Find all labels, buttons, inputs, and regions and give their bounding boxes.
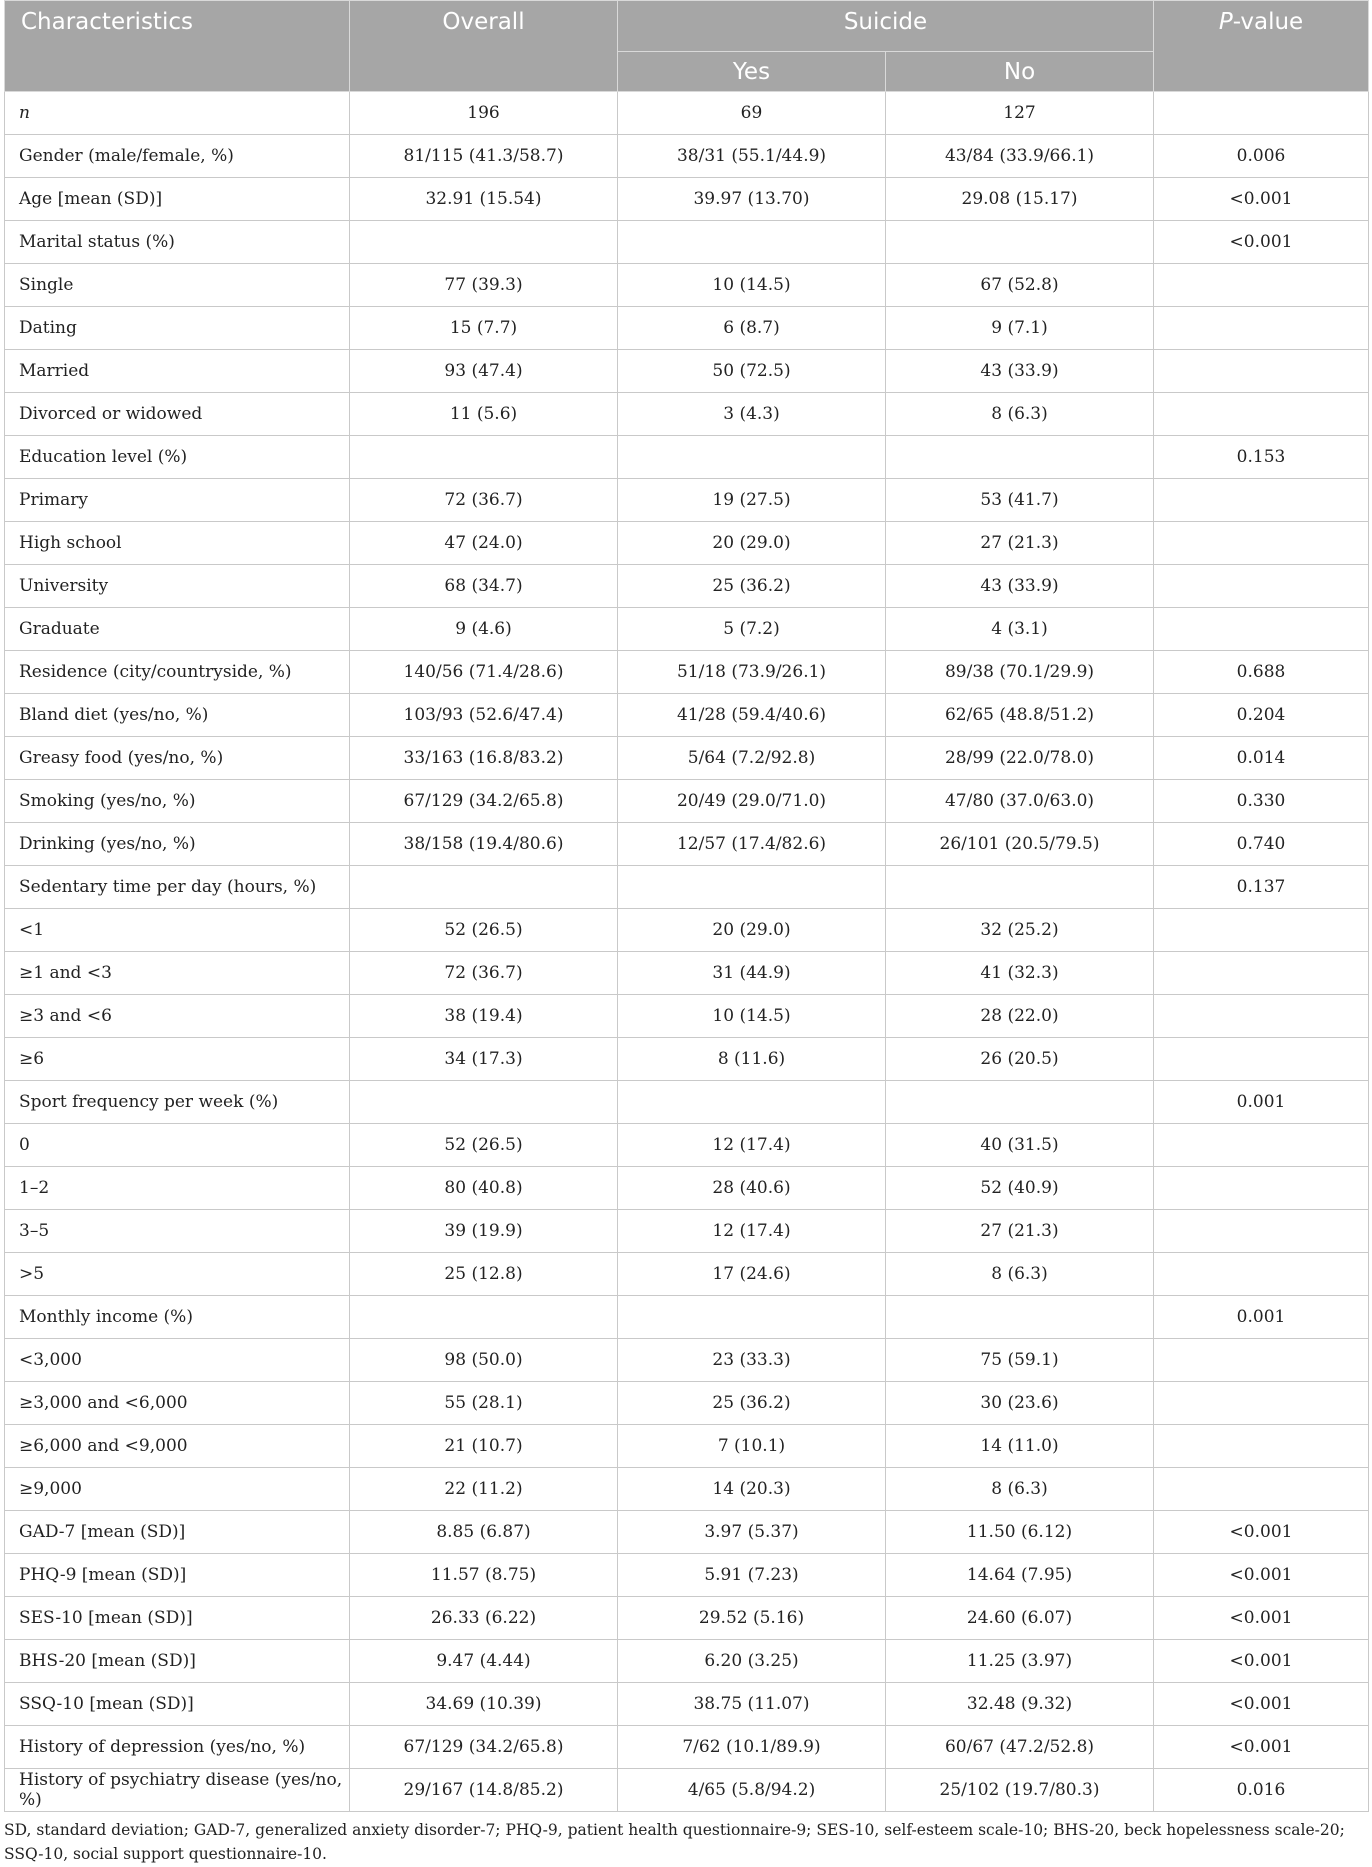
cell-suicide-yes: 39.97 (13.70) xyxy=(618,178,886,221)
cell-suicide-no: 11.25 (3.97) xyxy=(886,1640,1154,1683)
cell-suicide-no: 28/99 (22.0/78.0) xyxy=(886,737,1154,780)
cell-p-value: 0.006 xyxy=(1154,135,1369,178)
table-row xyxy=(5,565,1369,608)
cell-suicide-yes: 25 (36.2) xyxy=(618,565,886,608)
cell-p-value xyxy=(1154,1210,1369,1253)
cell-characteristic: Dating xyxy=(5,307,350,350)
cell-characteristic: History of depression (yes/no, %) xyxy=(5,1726,350,1769)
cell-suicide-yes: 29.52 (5.16) xyxy=(618,1597,886,1640)
cell-overall: 140/56 (71.4/28.6) xyxy=(350,651,618,694)
table-row xyxy=(5,1468,1369,1511)
cell-suicide-no: 14.64 (7.95) xyxy=(886,1554,1154,1597)
cell-suicide-yes: 14 (20.3) xyxy=(618,1468,886,1511)
cell-p-value xyxy=(1154,307,1369,350)
header-suicide-yes: Yes xyxy=(618,52,886,92)
cell-suicide-yes: 31 (44.9) xyxy=(618,952,886,995)
cell-p-value xyxy=(1154,1382,1369,1425)
cell-overall xyxy=(350,1081,618,1124)
cell-overall: 67/129 (34.2/65.8) xyxy=(350,1726,618,1769)
cell-characteristic: Sedentary time per day (hours, %) xyxy=(5,866,350,909)
cell-characteristic: History of psychiatry disease (yes/no, %) xyxy=(5,1769,350,1812)
cell-characteristic: Graduate xyxy=(5,608,350,651)
cell-characteristic: Sport frequency per week (%) xyxy=(5,1081,350,1124)
cell-characteristic: 0 xyxy=(5,1124,350,1167)
cell-suicide-yes: 12 (17.4) xyxy=(618,1124,886,1167)
cell-p-value: <0.001 xyxy=(1154,1683,1369,1726)
cell-p-value xyxy=(1154,479,1369,522)
cell-p-value xyxy=(1154,909,1369,952)
table-row xyxy=(5,264,1369,307)
cell-overall xyxy=(350,866,618,909)
cell-suicide-no xyxy=(886,436,1154,479)
cell-characteristic: SES-10 [mean (SD)] xyxy=(5,1597,350,1640)
cell-characteristic: ≥1 and <3 xyxy=(5,952,350,995)
cell-characteristic: Smoking (yes/no, %) xyxy=(5,780,350,823)
cell-p-value: <0.001 xyxy=(1154,221,1369,264)
table-row xyxy=(5,737,1369,780)
cell-characteristic: High school xyxy=(5,522,350,565)
table-row xyxy=(5,1081,1369,1124)
table-row xyxy=(5,350,1369,393)
cell-suicide-yes: 17 (24.6) xyxy=(618,1253,886,1296)
cell-characteristic: Education level (%) xyxy=(5,436,350,479)
cell-characteristic: Greasy food (yes/no, %) xyxy=(5,737,350,780)
table-row xyxy=(5,1124,1369,1167)
cell-suicide-yes: 20 (29.0) xyxy=(618,909,886,952)
table-row xyxy=(5,1683,1369,1726)
characteristics-table xyxy=(4,0,1369,1812)
cell-overall: 52 (26.5) xyxy=(350,1124,618,1167)
cell-characteristic: 1–2 xyxy=(5,1167,350,1210)
cell-suicide-no: 127 xyxy=(886,92,1154,135)
cell-p-value xyxy=(1154,995,1369,1038)
header-p-italic: P xyxy=(1218,9,1233,35)
table-row xyxy=(5,1769,1369,1812)
cell-overall: 34.69 (10.39) xyxy=(350,1683,618,1726)
header-p-value xyxy=(1154,1,1369,92)
cell-overall: 26.33 (6.22) xyxy=(350,1597,618,1640)
cell-p-value xyxy=(1154,608,1369,651)
table-row xyxy=(5,135,1369,178)
cell-suicide-yes: 5 (7.2) xyxy=(618,608,886,651)
cell-suicide-no: 8 (6.3) xyxy=(886,1468,1154,1511)
cell-overall: 11 (5.6) xyxy=(350,393,618,436)
table-row xyxy=(5,1210,1369,1253)
cell-suicide-yes xyxy=(618,1296,886,1339)
cell-characteristic: University xyxy=(5,565,350,608)
cell-overall: 80 (40.8) xyxy=(350,1167,618,1210)
cell-overall xyxy=(350,221,618,264)
cell-characteristic: ≥6,000 and <9,000 xyxy=(5,1425,350,1468)
table-row xyxy=(5,608,1369,651)
header-p-rest: -value xyxy=(1232,9,1304,35)
cell-suicide-yes: 25 (36.2) xyxy=(618,1382,886,1425)
cell-overall: 81/115 (41.3/58.7) xyxy=(350,135,618,178)
cell-suicide-yes: 20/49 (29.0/71.0) xyxy=(618,780,886,823)
cell-suicide-yes xyxy=(618,436,886,479)
cell-suicide-no: 9 (7.1) xyxy=(886,307,1154,350)
cell-characteristic: n xyxy=(5,92,350,135)
cell-characteristic: PHQ-9 [mean (SD)] xyxy=(5,1554,350,1597)
cell-suicide-yes: 3.97 (5.37) xyxy=(618,1511,886,1554)
cell-suicide-no: 8 (6.3) xyxy=(886,393,1154,436)
cell-suicide-yes: 12 (17.4) xyxy=(618,1210,886,1253)
table-row xyxy=(5,1597,1369,1640)
table-row xyxy=(5,1382,1369,1425)
cell-overall: 52 (26.5) xyxy=(350,909,618,952)
cell-overall: 47 (24.0) xyxy=(350,522,618,565)
cell-suicide-no: 67 (52.8) xyxy=(886,264,1154,307)
table-row xyxy=(5,1640,1369,1683)
cell-suicide-no xyxy=(886,221,1154,264)
cell-characteristic: Bland diet (yes/no, %) xyxy=(5,694,350,737)
table-row xyxy=(5,651,1369,694)
cell-characteristic: 3–5 xyxy=(5,1210,350,1253)
cell-overall: 15 (7.7) xyxy=(350,307,618,350)
table-row xyxy=(5,909,1369,952)
cell-suicide-no: 11.50 (6.12) xyxy=(886,1511,1154,1554)
cell-characteristic: ≥3 and <6 xyxy=(5,995,350,1038)
cell-suicide-yes: 5/64 (7.2/92.8) xyxy=(618,737,886,780)
cell-suicide-no xyxy=(886,1081,1154,1124)
table-document xyxy=(4,0,1368,1866)
cell-characteristic: Age [mean (SD)] xyxy=(5,178,350,221)
cell-suicide-no: 32 (25.2) xyxy=(886,909,1154,952)
cell-characteristic: Drinking (yes/no, %) xyxy=(5,823,350,866)
table-header xyxy=(5,1,1369,92)
cell-suicide-no: 41 (32.3) xyxy=(886,952,1154,995)
table-footnote: SD, standard deviation; GAD-7, generalized anxiety disorder-7; PHQ-9, patient health questionnaire-9; SES-10, self-esteem scale-10; BHS-20, beck hopelessness scale-20; SSQ-10, social support questionnaire-10. xyxy=(4,1821,1345,1863)
cell-overall: 25 (12.8) xyxy=(350,1253,618,1296)
cell-suicide-no: 52 (40.9) xyxy=(886,1167,1154,1210)
cell-overall: 33/163 (16.8/83.2) xyxy=(350,737,618,780)
cell-suicide-yes: 3 (4.3) xyxy=(618,393,886,436)
cell-p-value: <0.001 xyxy=(1154,1511,1369,1554)
cell-characteristic: Primary xyxy=(5,479,350,522)
cell-overall: 9.47 (4.44) xyxy=(350,1640,618,1683)
cell-p-value: 0.014 xyxy=(1154,737,1369,780)
cell-suicide-no: 30 (23.6) xyxy=(886,1382,1154,1425)
cell-p-value xyxy=(1154,264,1369,307)
cell-characteristic: Monthly income (%) xyxy=(5,1296,350,1339)
cell-p-value: <0.001 xyxy=(1154,178,1369,221)
table-row xyxy=(5,866,1369,909)
cell-p-value: 0.330 xyxy=(1154,780,1369,823)
cell-overall: 38/158 (19.4/80.6) xyxy=(350,823,618,866)
cell-p-value: 0.740 xyxy=(1154,823,1369,866)
cell-p-value xyxy=(1154,92,1369,135)
cell-p-value xyxy=(1154,1038,1369,1081)
table-row xyxy=(5,823,1369,866)
header-suicide-no: No xyxy=(886,52,1154,92)
table-row xyxy=(5,780,1369,823)
cell-overall: 68 (34.7) xyxy=(350,565,618,608)
table-row xyxy=(5,436,1369,479)
cell-overall: 77 (39.3) xyxy=(350,264,618,307)
header-suicide: Suicide xyxy=(618,1,1154,52)
cell-suicide-yes: 6 (8.7) xyxy=(618,307,886,350)
table-row xyxy=(5,1167,1369,1210)
cell-suicide-yes xyxy=(618,1081,886,1124)
cell-suicide-yes: 4/65 (5.8/94.2) xyxy=(618,1769,886,1812)
cell-overall: 32.91 (15.54) xyxy=(350,178,618,221)
cell-p-value: <0.001 xyxy=(1154,1640,1369,1683)
table-row xyxy=(5,1296,1369,1339)
cell-overall: 39 (19.9) xyxy=(350,1210,618,1253)
cell-p-value: <0.001 xyxy=(1154,1726,1369,1769)
table-row xyxy=(5,1554,1369,1597)
cell-characteristic: Residence (city/countryside, %) xyxy=(5,651,350,694)
cell-p-value xyxy=(1154,1167,1369,1210)
table-row xyxy=(5,221,1369,264)
cell-suicide-no: 27 (21.3) xyxy=(886,522,1154,565)
cell-p-value: <0.001 xyxy=(1154,1554,1369,1597)
cell-p-value xyxy=(1154,393,1369,436)
table-row xyxy=(5,995,1369,1038)
cell-p-value xyxy=(1154,1253,1369,1296)
cell-suicide-no: 53 (41.7) xyxy=(886,479,1154,522)
cell-suicide-no: 26 (20.5) xyxy=(886,1038,1154,1081)
cell-p-value xyxy=(1154,1425,1369,1468)
cell-characteristic: <3,000 xyxy=(5,1339,350,1382)
cell-overall: 21 (10.7) xyxy=(350,1425,618,1468)
cell-overall: 72 (36.7) xyxy=(350,952,618,995)
table-row xyxy=(5,952,1369,995)
cell-suicide-yes: 20 (29.0) xyxy=(618,522,886,565)
cell-p-value: 0.153 xyxy=(1154,436,1369,479)
cell-suicide-no: 8 (6.3) xyxy=(886,1253,1154,1296)
cell-suicide-yes: 8 (11.6) xyxy=(618,1038,886,1081)
header-overall: Overall xyxy=(350,1,618,92)
cell-p-value: <0.001 xyxy=(1154,1597,1369,1640)
cell-suicide-no: 75 (59.1) xyxy=(886,1339,1154,1382)
cell-suicide-yes: 51/18 (73.9/26.1) xyxy=(618,651,886,694)
cell-p-value xyxy=(1154,565,1369,608)
cell-suicide-no: 24.60 (6.07) xyxy=(886,1597,1154,1640)
cell-overall: 8.85 (6.87) xyxy=(350,1511,618,1554)
cell-overall: 55 (28.1) xyxy=(350,1382,618,1425)
cell-characteristic: BHS-20 [mean (SD)] xyxy=(5,1640,350,1683)
cell-characteristic: SSQ-10 [mean (SD)] xyxy=(5,1683,350,1726)
cell-suicide-yes: 10 (14.5) xyxy=(618,264,886,307)
cell-suicide-no: 60/67 (47.2/52.8) xyxy=(886,1726,1154,1769)
table-row xyxy=(5,479,1369,522)
table-row xyxy=(5,92,1369,135)
cell-suicide-yes: 19 (27.5) xyxy=(618,479,886,522)
cell-suicide-no: 28 (22.0) xyxy=(886,995,1154,1038)
cell-suicide-yes: 23 (33.3) xyxy=(618,1339,886,1382)
cell-overall: 196 xyxy=(350,92,618,135)
cell-suicide-yes: 7 (10.1) xyxy=(618,1425,886,1468)
cell-p-value: 0.688 xyxy=(1154,651,1369,694)
cell-characteristic: ≥3,000 and <6,000 xyxy=(5,1382,350,1425)
cell-p-value xyxy=(1154,350,1369,393)
cell-suicide-yes xyxy=(618,866,886,909)
cell-suicide-no: 40 (31.5) xyxy=(886,1124,1154,1167)
cell-suicide-no: 26/101 (20.5/79.5) xyxy=(886,823,1154,866)
cell-suicide-no: 43 (33.9) xyxy=(886,350,1154,393)
table-row xyxy=(5,1726,1369,1769)
cell-p-value: 0.001 xyxy=(1154,1296,1369,1339)
cell-suicide-yes: 5.91 (7.23) xyxy=(618,1554,886,1597)
table-row xyxy=(5,393,1369,436)
cell-p-value: 0.001 xyxy=(1154,1081,1369,1124)
cell-suicide-no: 29.08 (15.17) xyxy=(886,178,1154,221)
cell-suicide-yes: 50 (72.5) xyxy=(618,350,886,393)
table-row xyxy=(5,1253,1369,1296)
cell-suicide-no: 25/102 (19.7/80.3) xyxy=(886,1769,1154,1812)
cell-characteristic: Gender (male/female, %) xyxy=(5,135,350,178)
cell-suicide-no xyxy=(886,1296,1154,1339)
table-row xyxy=(5,307,1369,350)
cell-characteristic: Single xyxy=(5,264,350,307)
cell-p-value xyxy=(1154,952,1369,995)
table-row xyxy=(5,178,1369,221)
cell-suicide-no: 27 (21.3) xyxy=(886,1210,1154,1253)
cell-suicide-yes: 7/62 (10.1/89.9) xyxy=(618,1726,886,1769)
cell-suicide-no: 43 (33.9) xyxy=(886,565,1154,608)
cell-characteristic: Marital status (%) xyxy=(5,221,350,264)
cell-suicide-yes: 41/28 (59.4/40.6) xyxy=(618,694,886,737)
cell-overall: 72 (36.7) xyxy=(350,479,618,522)
cell-characteristic: GAD-7 [mean (SD)] xyxy=(5,1511,350,1554)
table-body xyxy=(5,92,1369,1812)
cell-overall: 103/93 (52.6/47.4) xyxy=(350,694,618,737)
cell-suicide-yes: 28 (40.6) xyxy=(618,1167,886,1210)
table-row xyxy=(5,1038,1369,1081)
cell-p-value xyxy=(1154,1124,1369,1167)
cell-overall xyxy=(350,1296,618,1339)
cell-suicide-yes xyxy=(618,221,886,264)
cell-overall: 34 (17.3) xyxy=(350,1038,618,1081)
cell-p-value xyxy=(1154,1339,1369,1382)
cell-p-value xyxy=(1154,522,1369,565)
cell-p-value: 0.137 xyxy=(1154,866,1369,909)
cell-suicide-yes: 10 (14.5) xyxy=(618,995,886,1038)
cell-overall: 38 (19.4) xyxy=(350,995,618,1038)
table-row xyxy=(5,1339,1369,1382)
cell-suicide-no: 32.48 (9.32) xyxy=(886,1683,1154,1726)
cell-suicide-no: 14 (11.0) xyxy=(886,1425,1154,1468)
cell-suicide-no: 43/84 (33.9/66.1) xyxy=(886,135,1154,178)
cell-overall: 9 (4.6) xyxy=(350,608,618,651)
cell-characteristic: >5 xyxy=(5,1253,350,1296)
cell-suicide-no: 89/38 (70.1/29.9) xyxy=(886,651,1154,694)
cell-suicide-no: 47/80 (37.0/63.0) xyxy=(886,780,1154,823)
cell-overall: 11.57 (8.75) xyxy=(350,1554,618,1597)
cell-characteristic: Married xyxy=(5,350,350,393)
table-row xyxy=(5,1511,1369,1554)
cell-overall: 67/129 (34.2/65.8) xyxy=(350,780,618,823)
cell-overall: 93 (47.4) xyxy=(350,350,618,393)
cell-characteristic: ≥9,000 xyxy=(5,1468,350,1511)
cell-characteristic: <1 xyxy=(5,909,350,952)
cell-suicide-no xyxy=(886,866,1154,909)
header-characteristics: Characteristics xyxy=(5,1,350,92)
cell-overall: 29/167 (14.8/85.2) xyxy=(350,1769,618,1812)
cell-suicide-no: 4 (3.1) xyxy=(886,608,1154,651)
cell-overall: 22 (11.2) xyxy=(350,1468,618,1511)
cell-suicide-yes: 69 xyxy=(618,92,886,135)
cell-suicide-yes: 12/57 (17.4/82.6) xyxy=(618,823,886,866)
cell-characteristic: ≥6 xyxy=(5,1038,350,1081)
cell-suicide-no: 62/65 (48.8/51.2) xyxy=(886,694,1154,737)
table-row xyxy=(5,1425,1369,1468)
table-row xyxy=(5,522,1369,565)
cell-p-value xyxy=(1154,1468,1369,1511)
cell-suicide-yes: 38/31 (55.1/44.9) xyxy=(618,135,886,178)
cell-overall: 98 (50.0) xyxy=(350,1339,618,1382)
cell-characteristic: Divorced or widowed xyxy=(5,393,350,436)
cell-suicide-yes: 38.75 (11.07) xyxy=(618,1683,886,1726)
cell-p-value: 0.016 xyxy=(1154,1769,1369,1812)
cell-suicide-yes: 6.20 (3.25) xyxy=(618,1640,886,1683)
cell-p-value: 0.204 xyxy=(1154,694,1369,737)
table-row xyxy=(5,694,1369,737)
cell-overall xyxy=(350,436,618,479)
